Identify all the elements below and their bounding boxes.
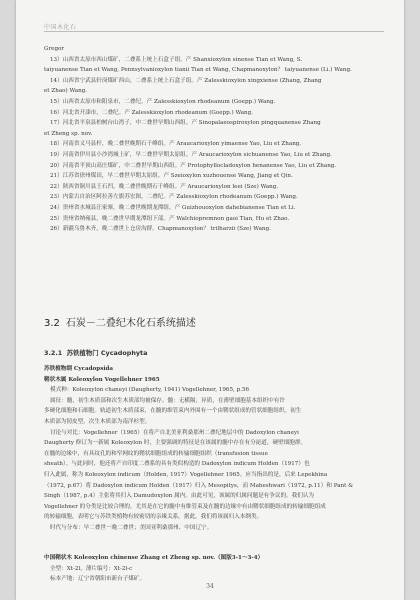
text-line: Daugherty 修订为一新属 Koleoxylon 时，主要强调的特征是在该属的髓中存在有分泌道，硬壁细胞群。 xyxy=(44,440,307,447)
list-line: 14）山西省宁武县轩岗煤矿西山，二叠系上统上石盒子组。产 Zalesskioxylon xingxiense (Zhang, Zhang xyxy=(50,77,322,84)
species-entry xyxy=(44,553,390,585)
subsection-number: 3.2.1 xyxy=(44,349,63,357)
genus-description xyxy=(44,364,390,534)
list-line: 20）河南省平顶山高庄煤矿，中二叠世早期山西组。产 Protophyllocladoxylon henanense Yao, Liu et Zhang. xyxy=(50,162,337,169)
section-title: 石炭－二叠纪木化石系统描述 xyxy=(65,318,196,329)
list-line: 15）山西省太原市和阳泉市，二叠纪。产 Zalesskioxylon rhodeanum (Goepp.) Wang. xyxy=(50,98,276,105)
list-line: 22）陕西省铜川县王石凹，晚二叠世晚期石千峰组。产 Araucarioxylon leei (Sze) Wang. xyxy=(50,183,279,190)
list-line: Gregor xyxy=(44,46,65,52)
running-head: 中国木化石 xyxy=(44,24,77,31)
genus-heading: 鞘状木属 Koleoxylon Vogellehner 1965 xyxy=(44,376,160,383)
list-line: et Zheng sp. nov. xyxy=(44,130,93,137)
text-line: 讨论与对比：Vogellehner（1965）在将产自北美亚利桑那州二叠纪地层中的 Dadoxylon chaneyi xyxy=(50,429,299,436)
text-line: 归入此属，称为 Koleoxylon indicum（Holden, 1917）Vogellehner 1965。应当指出的是，后来 Lepekhina xyxy=(44,471,328,478)
list-line: taiyuanense Tian et Wang, Pennsylvanioxylon tianii Tian et Wang, Chapmanoxylon？ taiyuanense (Li.) Wang. xyxy=(44,67,352,74)
list-line: et Zhao) Wang. xyxy=(44,88,88,95)
text-line: Singh（1987, p.4）主张将其归入 Damudoxylon 属内。由此可见，该属的归属问题是有争议的。我们认为 xyxy=(44,493,315,500)
subsection-title: 苏铁植物门 Cycadophyta xyxy=(66,349,148,357)
text-line: 模式种：Koleoxylon chaneyi (Daugherty, 1941) Vogellehner, 1965, p.56 xyxy=(50,387,250,394)
locality-list xyxy=(44,44,390,235)
page-number: 34 xyxy=(206,583,214,590)
subsection-heading xyxy=(44,348,147,357)
section-heading xyxy=(44,314,196,329)
text-line: 的转输细胞，表明它与苏铁类植物有较密切的亲缘关系。据此，我们将该属归入本纲类。 xyxy=(44,514,263,521)
list-line: 18）河南省义马县杆，晚二叠世晚期石千峰组。产 Araucarioxylon yimaense Yao, Liu et Zhang. xyxy=(50,141,302,148)
list-line: 17）河北省平泉县柏树台山湾子，中二叠世早期山西组。产 Sinopalaeospiroxylon pingquanense Zhang xyxy=(50,120,321,127)
header-rule xyxy=(44,31,384,32)
section-number: 3.2 xyxy=(44,318,60,329)
text-line: Vogellehner 的分类是比较合理的，尤其是在它的髓中有维管束及在髓的边缘中有由鞘状细胞组成的转输细胞组成 xyxy=(44,503,326,510)
text-line: 属征：髓，初生木质部和次生木质部均被保存。髓：无横隔，异质，在薄壁细胞基本组织中有许 xyxy=(50,397,285,404)
list-line: 24）贵州省水城县汪家寨，晚二叠世晚期龙潭组。产 Guizhouoxylon dahebianense Tian et Li. xyxy=(50,204,296,211)
list-line: 19）河南省伊川县小沙湾城上矿，早二叠世早期太原组。产 Araucarioxylon sichuanense Yao, Liu et Zhang. xyxy=(50,151,332,158)
text-line: 标本产地：辽宁省朝阳市新台子煤矿。 xyxy=(50,576,146,583)
species-heading: 中国鞘状木 Koleoxylon chinense Zhang et Zheng sp. nov.（图版3-1～3-4） xyxy=(44,555,264,561)
list-line: 21）江苏省徐州煤田，早二叠世早期太原组。产 Szeioxylon xuzhouense Wang, Jiang et Qin. xyxy=(50,173,293,180)
list-line: 23）内蒙古自治区阿拉善左旗苏宏图，二叠纪。产 Zalesskioxylon rhodeanum (Goepp.) Wang. xyxy=(50,194,298,201)
list-line: 25）贵州省纳雍县，晚二叠世早期龙潭组下部。产 Walchiopremnon gaoi Tian, Hu et Zhao. xyxy=(50,215,290,222)
class-heading: 苏铁植物纲 Cycadopsida xyxy=(44,366,114,372)
text-line: 全型：Xt-2l，薄片编号：Xt-2l-c xyxy=(50,565,133,572)
list-line: 26）新疆乌鲁木齐，晚二叠世上仓房沟群。Chapmanoxylon？ trilharzii (Sze) Wang. xyxy=(50,226,271,233)
document-page xyxy=(16,0,404,600)
text-line: 时代与分布：早二叠世－晚二叠世；美国亚利桑那州、中国辽宁。 xyxy=(50,524,213,531)
text-line: 木质部为韧皮型，次生木质部为南洋杉型。 xyxy=(44,418,151,425)
text-line: 多硬化细胞和石细胞。轨道初生木质部束，在髓的维管束内外围有一个由鞘状组成的管状细胞组织。初生 xyxy=(44,408,302,415)
text-line: （1972, p.67）将 Dadoxylon indicum Holden（1917）归入 Mesopitys，而 Maheshwari（1972, p.11）和 Pant & xyxy=(44,482,354,489)
list-line: 16）河北省开滦市，二叠纪。产 Zalesskioxylon rhodeanum (Goepp.) Wang. xyxy=(50,109,254,116)
text-line: 在髓的边缘中，有具纹孔的和窄网纹的鞘状细胞组成的转输细胞组织（transfusion tissue xyxy=(44,450,268,457)
text-line: sheath）。与此同时，他还将产自印度二叠系的具有类似构造的 Dadoxylon indicum Holden（1917）也 xyxy=(44,461,310,468)
list-line: 13）山西省太原市西山煤矿，二叠系上统上石盒子组。产 Shanxioxylon sinense Tian et Wang, S. xyxy=(50,56,303,63)
